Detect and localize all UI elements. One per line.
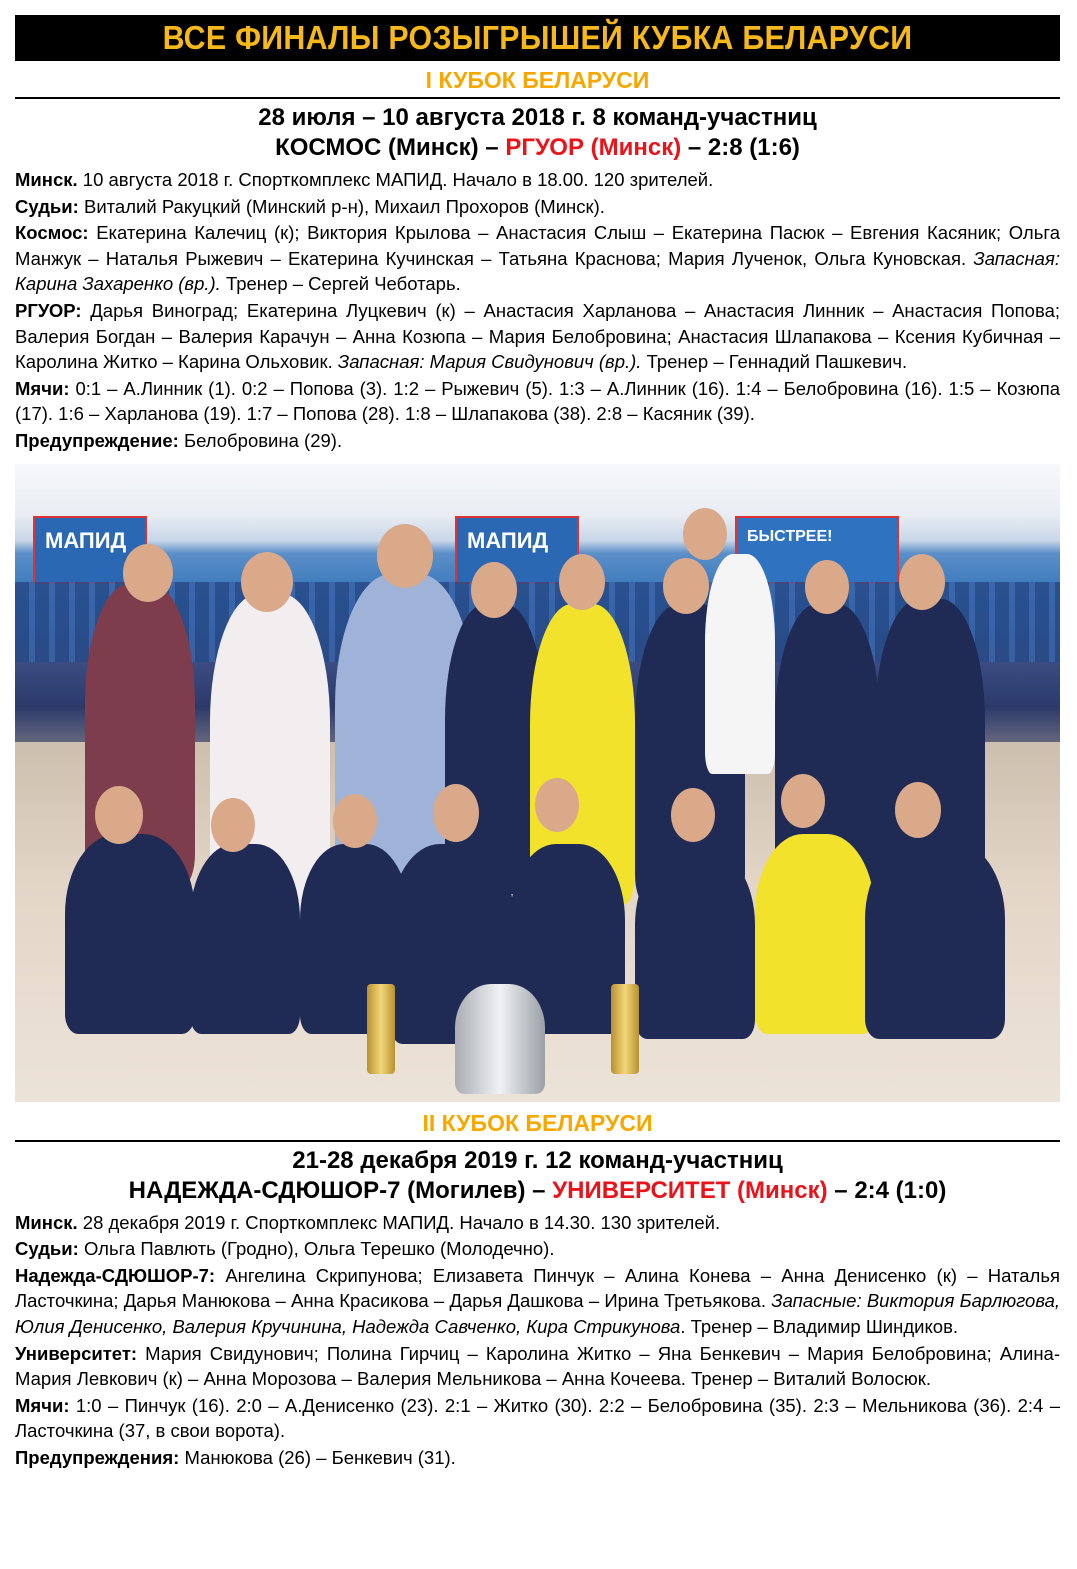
person-head [683, 508, 727, 560]
cup2-univer-lineup [15, 1341, 1060, 1392]
ad-board-text: МАПИД [45, 527, 127, 553]
cup-trophy-icon [455, 984, 545, 1094]
cup1-kosmos-lineup [15, 220, 1060, 297]
person-head [123, 544, 173, 602]
person-head [377, 524, 433, 588]
cup1-kosmos-label: Космос: [15, 222, 89, 244]
cup1-referees-text: Виталий Ракуцкий (Минский р-н), Михаил Прохоров (Минск). [83, 195, 605, 217]
person-head [663, 558, 709, 614]
cup2-dates: 21-28 декабря 2019 г. 12 команд-участниц [292, 1146, 783, 1174]
cup1-dates: 28 июля – 10 августа 2018 г. 8 команд-участниц [258, 104, 817, 131]
cup1-team1: КОСМОС (Минск) – [275, 134, 499, 161]
person-head [899, 554, 945, 610]
cup2-title: II КУБОК БЕЛАРУСИ [422, 1109, 653, 1136]
cup1-place-label: Минск. [15, 169, 78, 190]
cup1-kosmos-coach: Тренер – Сергей Чеботарь. [225, 273, 461, 295]
team-photo [15, 464, 1060, 1102]
divider [15, 97, 1060, 99]
person-head [535, 778, 579, 832]
goalkeeper-sitting [755, 834, 875, 1034]
cup1-kosmos-reserve: Запасная: Карина Захаренко (вр.). [15, 247, 1060, 295]
cup2-nadezhda-text: Ангелина Скрипунова; Елизавета Пинчук – Алина Конева – Анна Денисенко (к) – Наталья Ласточкина; Дарья Манюкова – Анна Красикова – Дарья Дашкова – Ирина Третьякова. [15, 1264, 1060, 1312]
cup1-warning-label: Предупреждение: [15, 429, 179, 451]
cup1-final-score [15, 133, 1060, 163]
cup2-final-score [15, 1176, 1060, 1206]
ad-board-text: МАПИД [467, 527, 549, 553]
player-sitting [190, 844, 300, 1034]
page-title: ВСЕ ФИНАЛЫ РОЗЫГРЫШЕЙ КУБКА БЕЛАРУСИ [162, 19, 913, 56]
cup2-team1: НАДЕЖДА-СДЮШОР-7 (Могилев) – [128, 1176, 546, 1204]
person-head [95, 786, 143, 844]
player-sitting [65, 834, 195, 1034]
cup1-title: I КУБОК БЕЛАРУСИ [425, 67, 650, 93]
player-sitting [635, 849, 755, 1039]
trophy-icon [611, 984, 639, 1074]
cup1-rguor-lineup [15, 298, 1060, 375]
cup1-rguor-coach: Тренер – Геннадий Пашкевич. [646, 351, 908, 373]
cup2-warning-label: Предупреждения: [15, 1446, 180, 1468]
cup1-place [15, 167, 1060, 193]
person-head [211, 798, 255, 852]
person-head [241, 552, 293, 612]
person-head [671, 788, 715, 842]
cup1-rguor-reserve: Запасная: Мария Свидунович (вр.). [337, 351, 642, 373]
person-head [471, 562, 517, 618]
cup2-goals [15, 1393, 1060, 1444]
cup1-goals-text: 0:1 – А.Линник (1). 0:2 – Попова (3). 1:2 – Рыжевич (5). 1:3 – А.Линник (16). 1:4 – Белобровина (16). 1:5 – Козюпа (17). 1:6 – Харланова (19). 1:7 – Попова (28). 1:8 – Шлапакова (38). 2:8 – Касяник (39). [15, 377, 1060, 425]
cup2-referees-label: Судьи: [15, 1238, 79, 1260]
cup1-result: – 2:8 (1:6) [687, 134, 800, 161]
cup2-result: – 2:4 (1:0) [834, 1176, 947, 1204]
player-sitting [865, 839, 1005, 1039]
cup2-referees-text: Ольга Павлють (Гродно), Ольга Терешко (Молодечно). [83, 1238, 555, 1260]
divider [15, 1140, 1060, 1142]
person-head [805, 560, 849, 614]
cup1-rguor-text: Дарья Виноград; Екатерина Луцкевич (к) – Анастасия Харланова – Анастасия Линник – Анастасия Попова; Валерия Богдан – Валерия Карачун – Анна Козюпа – Мария Белобровина; Анастасия Шлапакова – Ксения Кубичная – Каролина Житко – Карина Ольховик. [15, 299, 1061, 373]
cup1-referees [15, 194, 1060, 220]
cup1-referees-label: Судьи: [15, 195, 79, 217]
cup2-place-label: Минск. [15, 1211, 78, 1233]
person-head [433, 784, 479, 842]
cup2-warning [15, 1445, 1060, 1471]
cup1-team2-winner: РГУОР (Минск) [505, 134, 682, 161]
trophy-icon [367, 984, 395, 1074]
cup2-univer-label: Университет: [15, 1342, 138, 1364]
person-standing [705, 554, 775, 774]
cup2-goals-label: Мячи: [15, 1394, 70, 1416]
person-head [895, 782, 941, 838]
document-page [15, 15, 1060, 1471]
cup1-goals-label: Мячи: [15, 377, 70, 399]
cup2-nadezhda-reserve: Запасные: Виктория Барлюгова, Юлия Денисенко, Валерия Кручинина, Надежда Савченко, Кира Стрикунова [15, 1290, 1061, 1337]
header-banner [15, 15, 1060, 61]
cup1-warning [15, 428, 1060, 454]
cup1-place-text: 10 августа 2018 г. Спорткомплекс МАПИД. Начало в 18.00. 120 зрителей. [82, 169, 714, 190]
cup2-warning-text: Манюкова (26) – Бенкевич (31). [184, 1446, 456, 1468]
cup1-warning-text: Белобровина (29). [183, 429, 343, 451]
cup2-univer-text: Мария Свидунович; Полина Гирчиц – Каролина Житко – Яна Бенкевич – Мария Белобровина; Алина-Мария Левкович (к) – Анна Морозова – Валерия Мельникова – Анна Кочеева. Тренер – Виталий Волосюк. [15, 1342, 1060, 1390]
cup2-place-text: 28 декабря 2019 г. Спорткомплекс МАПИД. Начало в 14.30. 130 зрителей. [82, 1211, 721, 1233]
person-head [781, 774, 825, 828]
cup2-goals-text: 1:0 – Пинчук (16). 2:0 – А.Денисенко (23). 2:1 – Житко (30). 2:2 – Белобровина (35). 2:3 – Мельникова (36). 2:4 – Ласточкина (37, в свои ворота). [15, 1394, 1060, 1442]
cup2-place [15, 1210, 1060, 1236]
person-head [333, 794, 377, 848]
cup2-referees [15, 1236, 1060, 1262]
cup2-team2-winner: УНИВЕРСИТЕТ (Минск) [552, 1176, 828, 1204]
cup2-nadezhda-label: Надежда-СДЮШОР-7: [15, 1264, 216, 1286]
person-head [559, 554, 605, 610]
cup1-goals [15, 376, 1060, 427]
ad-board-text: БЫСТРЕЕ! [747, 527, 833, 545]
cup1-rguor-label: РГУОР: [15, 299, 82, 321]
cup2-nadezhda-coach: . Тренер – Владимир Шиндиков. [680, 1315, 959, 1337]
cup1-kosmos-text: Екатерина Калечиц (к); Виктория Крылова – Анастасия Слыш – Екатерина Пасюк – Евгения Касяник; Ольга Манжук – Наталья Рыжевич – Екатерина Кучинская – Татьяна Краснова; Мария Лученок, Ольга Куновская. [15, 222, 1060, 269]
cup2-nadezhda-lineup [15, 1263, 1060, 1340]
